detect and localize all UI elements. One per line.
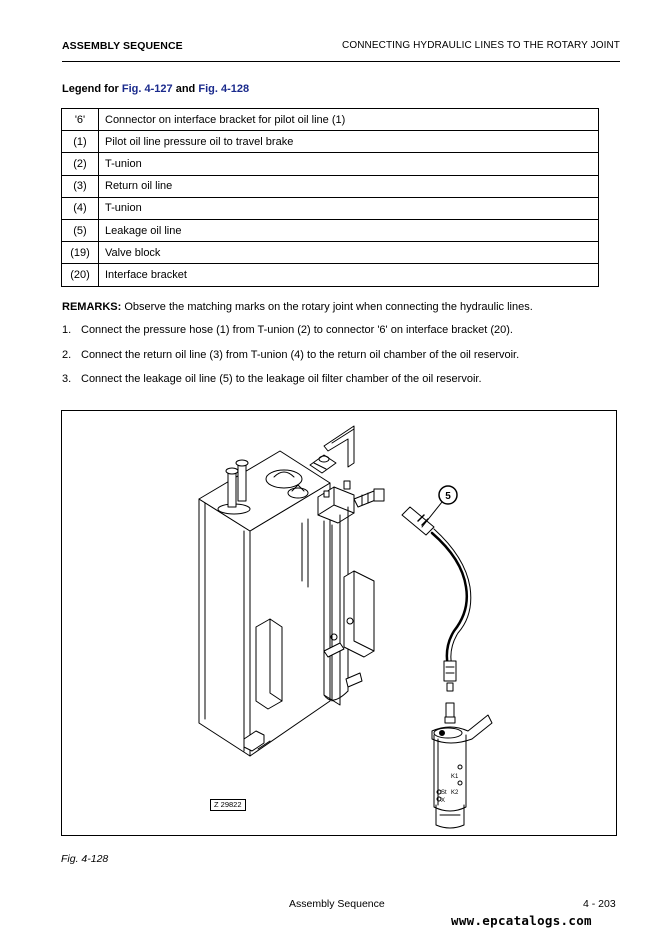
legend-description: Return oil line — [99, 175, 599, 197]
table-row — [62, 264, 599, 286]
callout-number: 5 — [445, 491, 451, 502]
header-divider — [62, 61, 620, 62]
table-row — [62, 219, 599, 241]
step-number: 3. — [62, 373, 72, 385]
remarks-paragraph — [62, 301, 533, 313]
table-row — [62, 197, 599, 219]
figure-link-4-127[interactable]: Fig. 4-127 — [121, 83, 173, 95]
legend-title — [62, 83, 249, 95]
legend-description: Pilot oil line pressure oil to travel brake — [99, 131, 599, 153]
legend-description: T-union — [99, 197, 599, 219]
step-text: Connect the return oil line (3) from T-union (4) to the return oil chamber of the oil reservoir. — [81, 348, 520, 361]
figure-caption: Fig. 4-128 — [61, 853, 109, 865]
table-row — [62, 242, 599, 264]
table-row — [62, 131, 599, 153]
legend-prefix: Legend for — [62, 83, 119, 95]
footer-title: Assembly Sequence — [289, 898, 385, 910]
legend-description: Connector on interface bracket for pilot oil line (1) — [99, 109, 599, 131]
page-number: 4 - 203 — [583, 898, 616, 910]
remarks-text: Observe the matching marks on the rotary joint when connecting the hydraulic lines. — [124, 301, 533, 313]
port-label: K1 — [451, 774, 459, 780]
port-label: St — [441, 790, 447, 796]
list-item — [62, 349, 519, 374]
step-text: Connect the leakage oil line (5) to the leakage oil filter chamber of the oil reservoir. — [81, 373, 482, 385]
port-label: X — [441, 798, 446, 804]
step-text: Connect the pressure hose (1) from T-union (2) to connector '6' on interface bracket (20). — [81, 324, 513, 336]
table-row — [62, 175, 599, 197]
list-item — [62, 324, 519, 349]
header-topic-title: CONNECTING HYDRAULIC LINES TO THE ROTARY JOINT — [342, 40, 620, 51]
legend-description: Valve block — [99, 242, 599, 264]
legend-code: (4) — [62, 197, 99, 219]
legend-table — [61, 108, 599, 287]
remarks-label: REMARKS: — [62, 301, 122, 313]
list-item — [62, 373, 519, 398]
watermark-url: www.epcatalogs.com — [451, 913, 592, 928]
header-section-title: ASSEMBLY SEQUENCE — [62, 40, 183, 52]
hydraulic-tank-illustration — [62, 411, 616, 835]
legend-code: (3) — [62, 175, 99, 197]
legend-code: (5) — [62, 219, 99, 241]
drawing-number: Z 29822 — [210, 799, 246, 811]
legend-code: (19) — [62, 242, 99, 264]
legend-code: (1) — [62, 131, 99, 153]
legend-description: Interface bracket — [99, 264, 599, 286]
legend-code: '6' — [62, 109, 99, 131]
table-row — [62, 153, 599, 175]
legend-joiner: and — [175, 83, 196, 95]
table-row — [62, 109, 599, 131]
step-number: 1. — [62, 324, 72, 336]
legend-description: T-union — [99, 153, 599, 175]
legend-code: (2) — [62, 153, 99, 175]
legend-description: Leakage oil line — [99, 219, 599, 241]
legend-code: (20) — [62, 264, 99, 286]
procedure-steps — [62, 324, 519, 398]
port-label: K2 — [451, 790, 459, 796]
figure-link-4-128[interactable]: Fig. 4-128 — [198, 83, 250, 95]
figure-frame — [61, 410, 617, 836]
step-number: 2. — [62, 348, 72, 361]
